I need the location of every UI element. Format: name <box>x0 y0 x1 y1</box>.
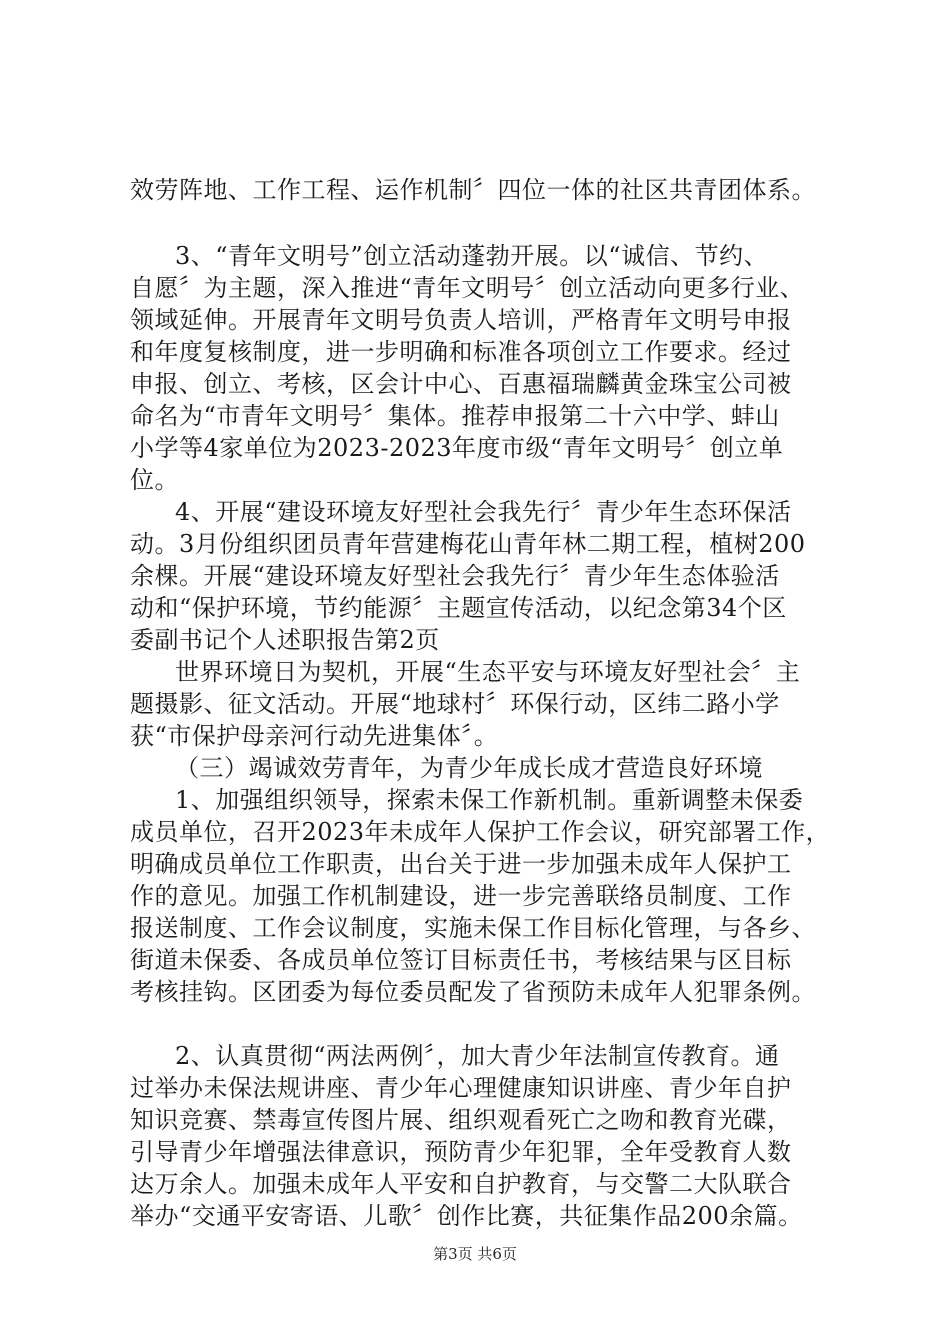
text-line: 3、“青年文明号”创立活动蓬勃开展。以“诚信、节约、 <box>175 242 769 270</box>
text-line: 知识竞赛、禁毒宣传图片展、组织观看死亡之吻和教育光碟， <box>130 1106 792 1134</box>
text-line: 效劳阵地、工作工程、运作机制〞四位一体的社区共青团体系。 <box>130 176 816 204</box>
text-line: 4、开展“建设环境友好型社会我先行〞青少年生态环保活 <box>175 498 792 526</box>
text-line: 和年度复核制度，进一步明确和标准各项创立工作要求。经过 <box>130 338 792 366</box>
page-footer: 第3页 共6页 <box>433 1245 517 1263</box>
text-line: 明确成员单位工作职责，出台关于进一步加强未成年人保护工 <box>130 850 792 878</box>
text-line: 动和“保护环境，节约能源〞主题宣传活动，以纪念第34个区 <box>130 594 787 622</box>
text-line: 余棵。开展“建设环境友好型社会我先行〞青少年生态体验活 <box>130 562 780 590</box>
text-line: 申报、创立、考核，区会计中心、百惠福瑞麟黄金珠宝公司被 <box>130 370 792 398</box>
text-line: 街道未保委、各成员单位签订目标责任书，考核结果与区目标 <box>130 946 792 974</box>
text-line: 作的意见。加强工作机制建设，进一步完善联络员制度、工作 <box>130 882 792 910</box>
text-line: 获“市保护母亲河行动先进集体〞。 <box>130 722 499 750</box>
text-line: 自愿〞为主题，深入推进“青年文明号〞创立活动向更多行业、 <box>130 274 805 302</box>
text-line: 过举办未保法规讲座、青少年心理健康知识讲座、青少年自护 <box>130 1074 792 1102</box>
text-line: 动。3月份组织团员青年营建梅花山青年林二期工程，植树200 <box>130 530 806 558</box>
text-line: 达万余人。加强未成年人平安和自护教育，与交警二大队联合 <box>130 1170 792 1198</box>
text-line: 成员单位，召开2023年未成年人保护工作会议，研究部署工作， <box>130 818 831 846</box>
text-line: 命名为“市青年文明号〞集体。推荐申报第二十六中学、蚌山 <box>130 402 780 430</box>
text-line: 举办“交通平安寄语、儿歌〞创作比赛，共征集作品200余篇。 <box>130 1202 803 1230</box>
text-line: 考核挂钩。区团委为每位委员配发了省预防未成年人犯罪条例。 <box>130 978 816 1006</box>
section-heading: （三）竭诚效劳青年，为青少年成长成才营造良好环境 <box>175 754 763 782</box>
text-line: 领域延伸。开展青年文明号负责人培训，严格青年文明号申报 <box>130 306 792 334</box>
text-line: 报送制度、工作会议制度，实施未保工作目标化管理，与各乡、 <box>130 914 816 942</box>
text-line: 引导青少年增强法律意识，预防青少年犯罪，全年受教育人数 <box>130 1138 792 1166</box>
text-line: 世界环境日为契机，开展“生态平安与环境友好型社会〞主 <box>175 658 801 686</box>
text-line: 题摄影、征文活动。开展“地球村〞环保行动，区纬二路小学 <box>130 690 780 718</box>
text-line: 委副书记个人述职报告第2页 <box>130 626 440 654</box>
text-line: 小学等4家单位为2023-2023年度市级“青年文明号〞创立单 <box>130 434 784 462</box>
text-line: 2、认真贯彻“两法两例〞，加大青少年法制宣传教育。通 <box>175 1042 780 1070</box>
text-line: 位。 <box>130 466 179 494</box>
text-line: 1、加强组织领导，探索未保工作新机制。重新调整未保委 <box>175 786 804 814</box>
